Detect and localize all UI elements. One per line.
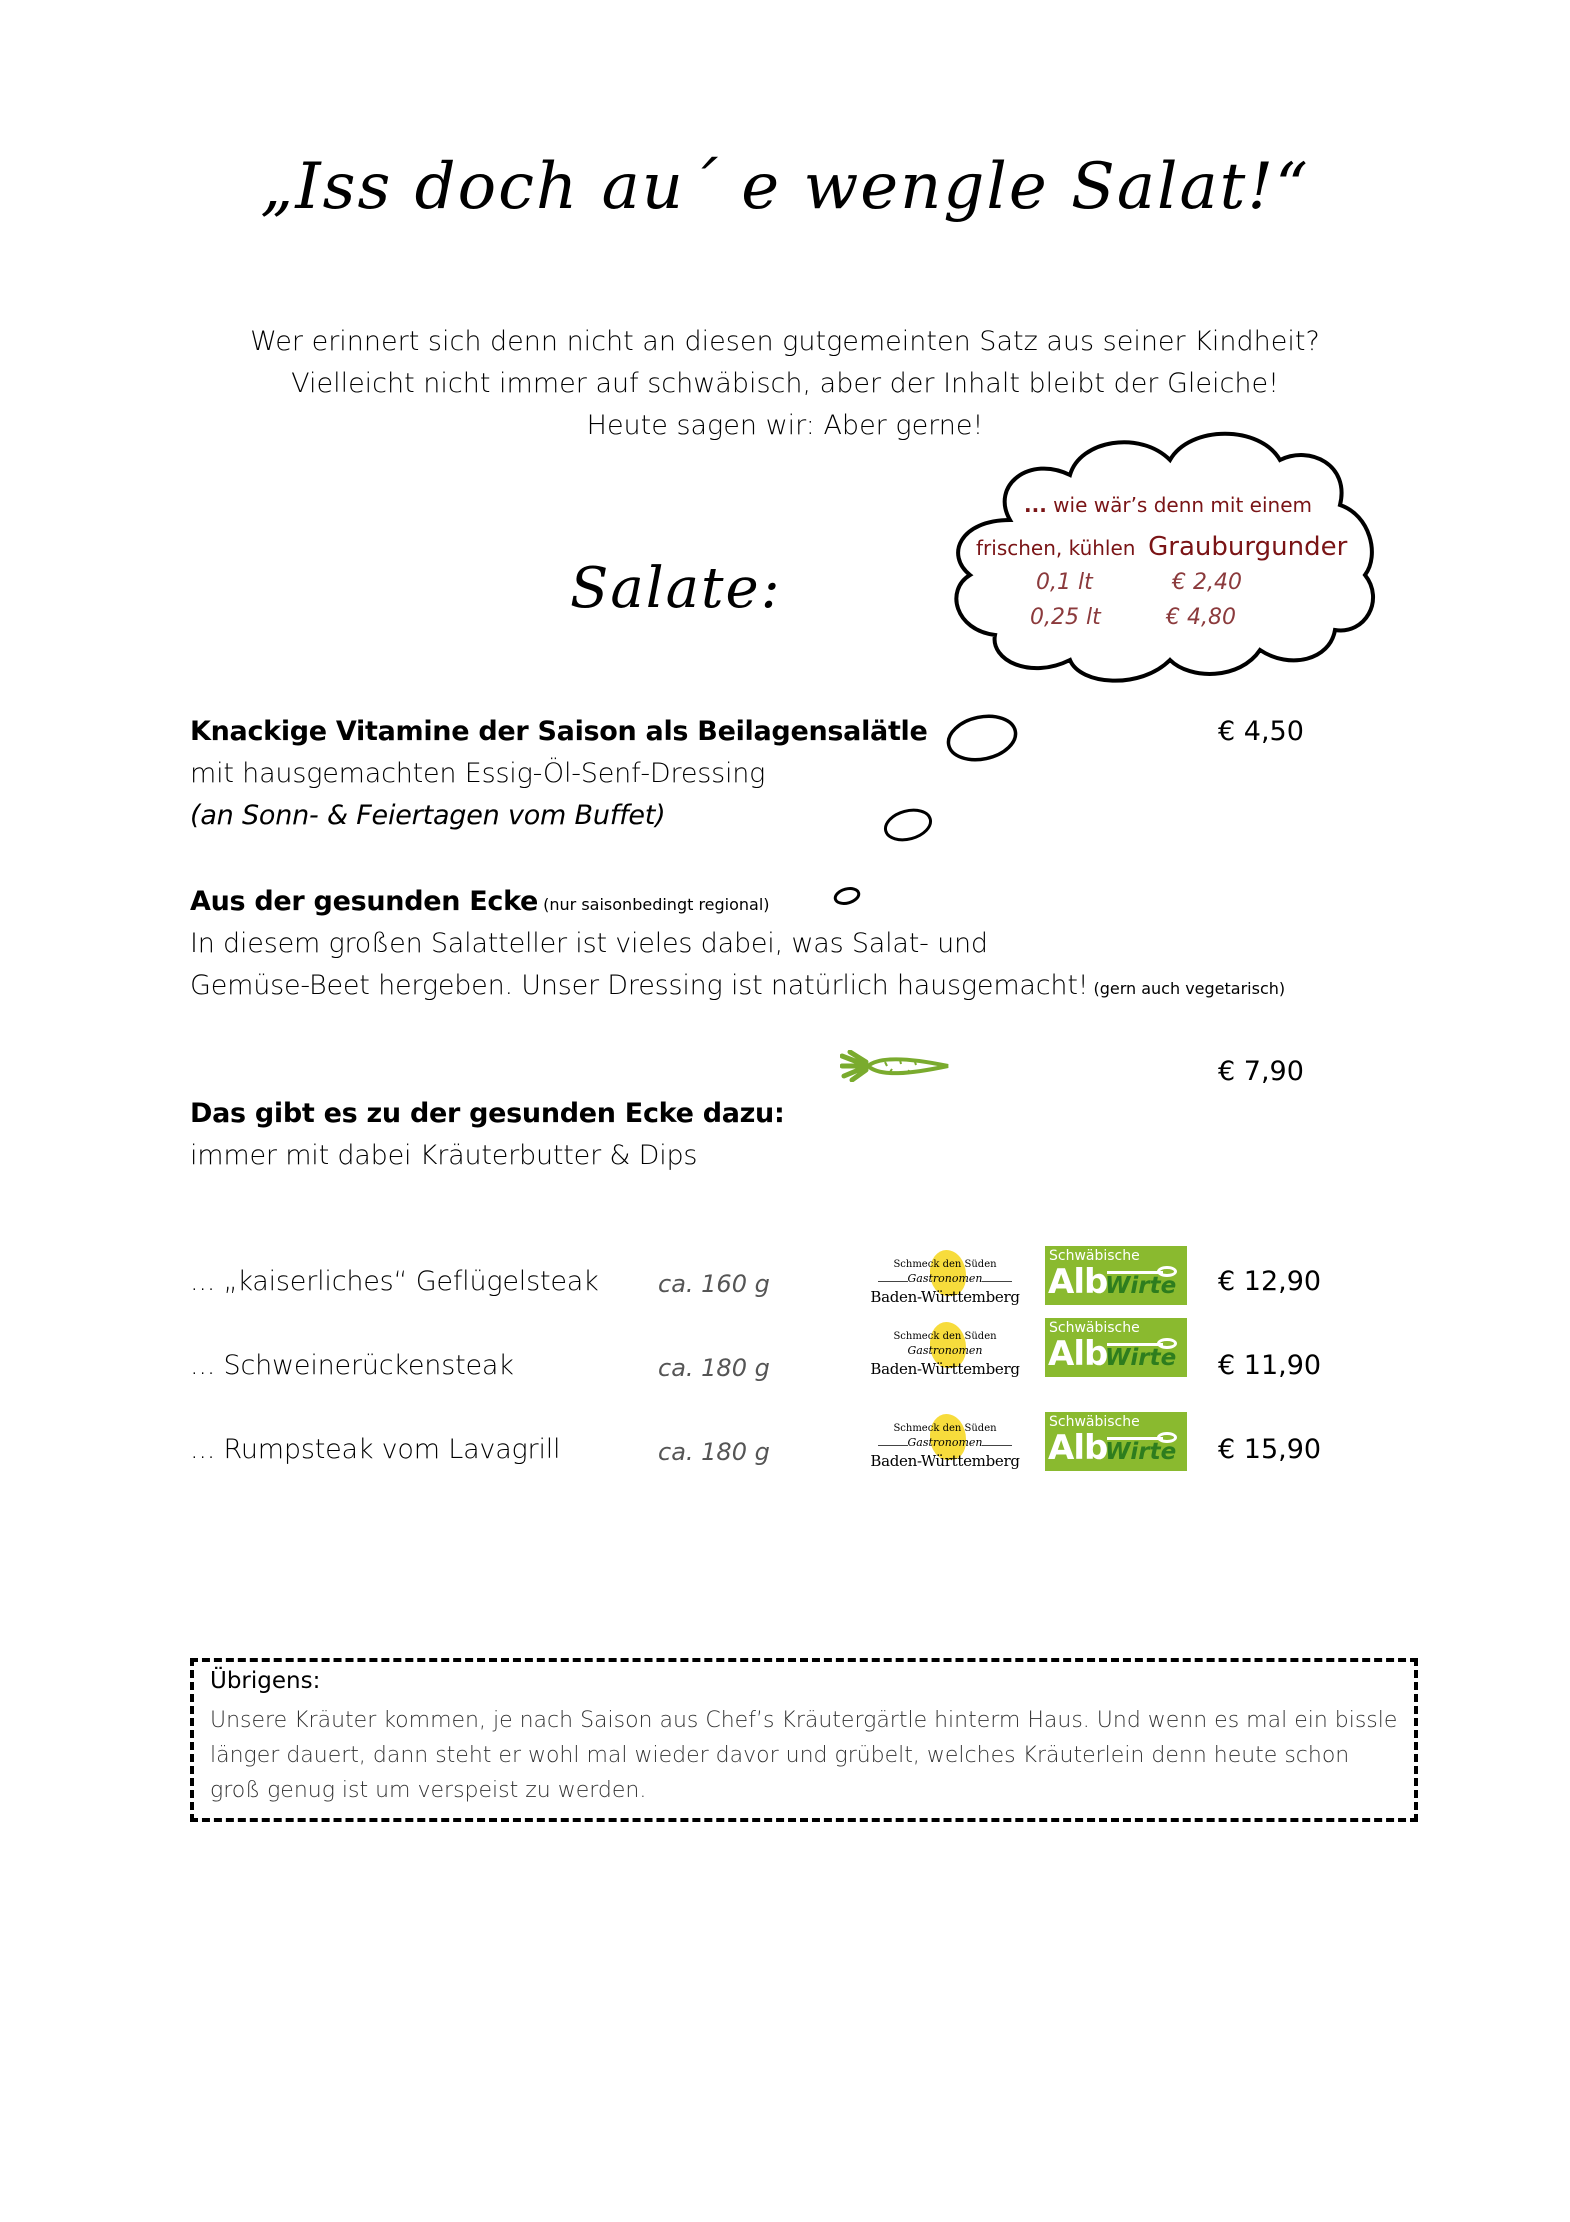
item-title-side-salad: Knackige Vitamine der Saison als Beilagensalätle: [190, 716, 928, 747]
bw-gastronomen-logo: Schmeck den Süden Gastronomen Baden-Württemberg: [870, 1250, 1020, 1312]
cloud-wine-name: Grauburgunder: [1148, 532, 1348, 562]
note-box-line-2: länger dauert, dann steht er wohl mal wieder davor und grübelt, welches Kräuterlein denn heute schon: [210, 1743, 1350, 1768]
addon-name-1: ... „kaiserliches“ Geflügelsteak: [190, 1266, 599, 1297]
section-title: Salate:: [570, 556, 782, 621]
addon-weight-3: ca. 180 g: [658, 1438, 770, 1466]
addon-name-2: ... Schweinerückensteak: [190, 1350, 514, 1381]
note-box-line-3: groß genug ist um verspeist zu werden.: [210, 1778, 647, 1803]
note-box-line-1: Unsere Kräuter kommen, je nach Saison aus Chef’s Kräutergärtle hinterm Haus. Und wenn es mal ein bissle: [210, 1708, 1398, 1733]
intro-line-1: Wer erinnert sich denn nicht an diesen gutgemeinten Satz aus seiner Kindheit?: [250, 326, 1320, 357]
addon-weight-1: ca. 160 g: [658, 1270, 770, 1298]
intro-line-3: Heute sagen wir: Aber gerne!: [586, 410, 984, 441]
item-title-note: (nur saisonbedingt regional): [543, 895, 770, 914]
alb-wirte-logo: Schwäbische Alb Wirte: [1045, 1412, 1187, 1471]
addon-price-2: € 11,90: [1218, 1350, 1322, 1381]
cloud-wine-adjectives: frischen, kühlen: [976, 536, 1136, 560]
price-healthy-corner: € 7,90: [1218, 1056, 1304, 1087]
alb-wirte-logo: Schwäbische Alb Wirte: [1045, 1318, 1187, 1377]
cloud-line-1: [1024, 493, 1312, 517]
bw-gastronomen-logo: Schmeck den Süden Gastronomen Baden-Württemberg: [870, 1414, 1020, 1476]
item-vegetarian-note: (gern auch vegetarisch): [1093, 979, 1286, 998]
cloud-size-2: 0,25 lt: [1030, 605, 1101, 630]
extras-desc: immer mit dabei Kräuterbutter & Dips: [190, 1140, 698, 1171]
cloud-line-2: [976, 532, 1347, 562]
intro-line-2: Vielleicht nicht immer auf schwäbisch, aber der Inhalt bleibt der Gleiche!: [291, 368, 1279, 399]
page-title: „Iss doch au´ e wengle Salat!“: [260, 150, 1310, 224]
carrot-icon: [840, 1050, 950, 1082]
item-heading-healthy-corner: [190, 886, 770, 917]
cloud-size-1: 0,1 lt: [1036, 570, 1093, 595]
cloud-ellipsis: ...: [1024, 493, 1047, 517]
note-box-title: Übrigens:: [210, 1668, 321, 1694]
addon-price-3: € 15,90: [1218, 1434, 1322, 1465]
item-desc-healthy-corner-2-row: [190, 970, 1285, 1001]
item-desc-healthy-corner-2: Gemüse-Beet hergeben. Unser Dressing ist natürlich hausgemacht!: [190, 970, 1089, 1001]
addon-name-3: ... Rumpsteak vom Lavagrill: [190, 1434, 561, 1465]
cloud-price-2: € 4,80: [1166, 605, 1236, 630]
item-note-side-salad: (an Sonn- & Feiertagen vom Buffet): [190, 800, 666, 831]
item-desc-healthy-corner-1: In diesem großen Salatteller ist vieles dabei, was Salat- und: [190, 928, 988, 959]
bw-gastronomen-logo: Schmeck den Süden Gastronomen Baden-Württemberg: [870, 1322, 1020, 1384]
addon-weight-2: ca. 180 g: [658, 1354, 770, 1382]
alb-wirte-logo: Schwäbische Alb Wirte: [1045, 1246, 1187, 1305]
price-side-salad: € 4,50: [1218, 716, 1304, 747]
item-title-healthy-corner: Aus der gesunden Ecke: [190, 886, 539, 917]
cloud-price-1: € 2,40: [1172, 570, 1242, 595]
cloud-question: wie wär’s denn mit einem: [1053, 493, 1312, 517]
item-desc-side-salad: mit hausgemachten Essig-Öl-Senf-Dressing: [190, 758, 766, 789]
extras-title: Das gibt es zu der gesunden Ecke dazu:: [190, 1098, 785, 1129]
addon-price-1: € 12,90: [1218, 1266, 1322, 1297]
